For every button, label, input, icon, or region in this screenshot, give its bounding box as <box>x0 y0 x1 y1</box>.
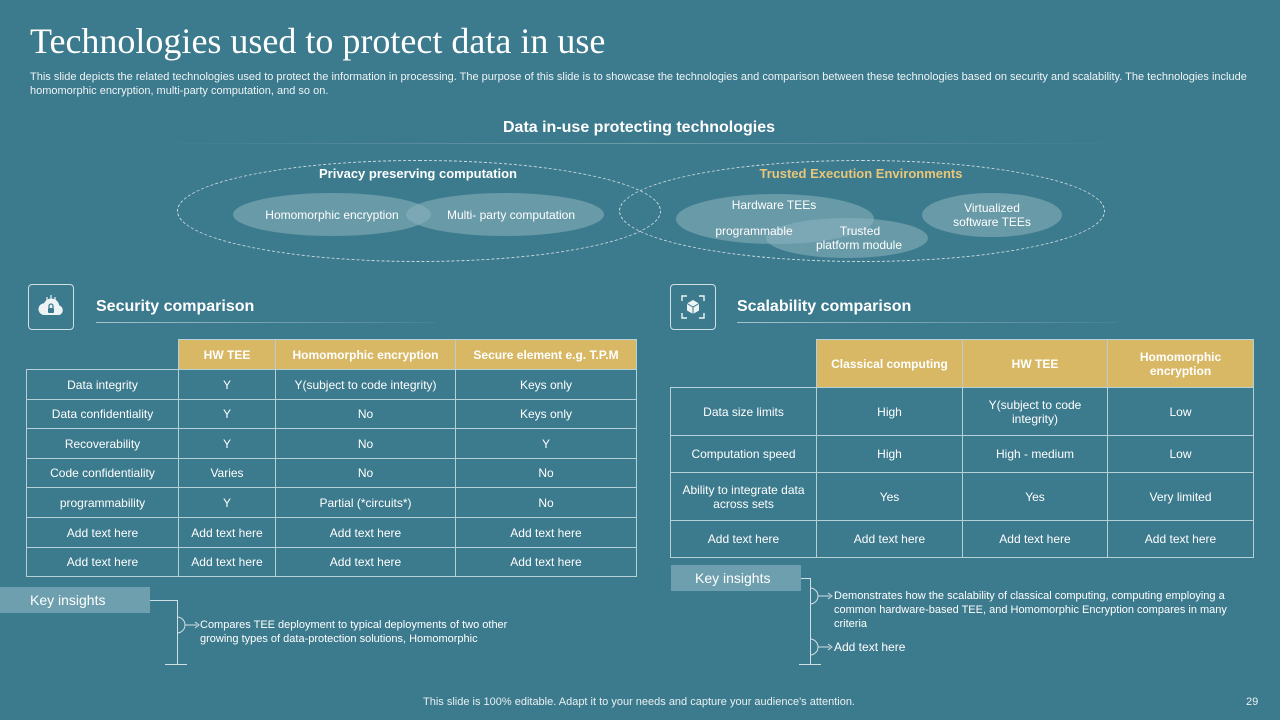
table-cell: Y(subject to code integrity) <box>963 388 1108 436</box>
table-cell: Data size limits <box>671 388 817 436</box>
table-row <box>27 429 637 459</box>
table-cell: Add text here <box>179 548 276 577</box>
table-cell: programmability <box>27 488 179 518</box>
cloud-security-icon <box>35 291 67 323</box>
mpc-bubble-label: Multi- party computation <box>446 207 576 222</box>
table-cell: Ability to integrate data across sets <box>671 473 817 521</box>
table-cell: Y <box>456 429 637 459</box>
scalability-title: Scalability comparison <box>737 298 912 315</box>
table-row <box>671 473 1254 521</box>
scalability-header-cell: HW TEE <box>963 340 1108 388</box>
security-header-blank <box>27 340 179 370</box>
table-cell: Add text here <box>456 548 637 577</box>
security-title: Security comparison <box>96 298 255 315</box>
page-number: 29 <box>1246 696 1259 708</box>
table-cell: Low <box>1108 388 1254 436</box>
diagram-divider <box>140 143 1140 144</box>
table-cell: Y <box>179 488 276 518</box>
table-cell: Computation speed <box>671 436 817 473</box>
tpm-label-line2: platform module <box>815 238 903 252</box>
virtualized-label-line2: software TEEs <box>953 215 1031 229</box>
security-header-cell: Secure element e.g. T.P.M <box>456 340 637 370</box>
security-insight-line2: growing types of data-protection solutions, Homomorphic <box>200 633 478 645</box>
table-cell: Add text here <box>1108 521 1254 558</box>
table-cell: Y <box>179 429 276 459</box>
security-divider <box>96 322 436 323</box>
table-cell: Keys only <box>456 400 637 429</box>
table-cell: High <box>817 388 963 436</box>
table-cell: Keys only <box>456 370 637 400</box>
scalability-insight-2: Add text here <box>834 640 906 654</box>
table-row <box>27 518 637 548</box>
table-cell: Y <box>179 370 276 400</box>
table-cell: No <box>456 459 637 488</box>
security-table <box>26 339 637 577</box>
table-cell: Add text here <box>963 521 1108 558</box>
table-row <box>27 488 637 518</box>
table-cell: No <box>276 459 456 488</box>
table-cell: Add text here <box>276 548 456 577</box>
programmable-label: programmable <box>715 224 793 238</box>
security-key-insights: Key insights <box>0 587 150 613</box>
table-cell: Add text here <box>276 518 456 548</box>
arrow-right-icon <box>810 586 834 606</box>
scalability-header-cell: Classical computing <box>817 340 963 388</box>
table-cell: Add text here <box>671 521 817 558</box>
table-cell: Add text here <box>456 518 637 548</box>
scalability-header-blank <box>671 340 817 388</box>
security-bracket-top <box>150 600 178 601</box>
table-row <box>27 370 637 400</box>
table-cell: Add text here <box>27 548 179 577</box>
table-cell: Very limited <box>1108 473 1254 521</box>
table-cell: Low <box>1108 436 1254 473</box>
security-insight-line1: Compares TEE deployment to typical deployments of two other <box>200 619 508 631</box>
table-cell: Yes <box>817 473 963 521</box>
table-cell: No <box>456 488 637 518</box>
table-row <box>27 459 637 488</box>
scalability-insight-1: Demonstrates how the scalability of classical computing, computing employing a common hardware-based TEE, and Homomorphic Encryption compares in many criteria <box>834 590 1227 630</box>
virtualized-bubble <box>922 193 1062 237</box>
virtualized-label-line1: Virtualized <box>964 201 1020 215</box>
table-row <box>27 548 637 577</box>
table-cell: Partial (*circuits*) <box>276 488 456 518</box>
table-cell: Code confidentiality <box>27 459 179 488</box>
table-cell: Y <box>179 400 276 429</box>
table-row <box>27 400 637 429</box>
table-cell: Add text here <box>817 521 963 558</box>
table-cell: Varies <box>179 459 276 488</box>
table-cell: No <box>276 400 456 429</box>
footer-text: This slide is 100% editable. Adapt it to your needs and capture your audience's attention. <box>423 696 855 708</box>
table-cell: No <box>276 429 456 459</box>
security-icon-box <box>28 284 74 330</box>
scalability-bracket-bottom <box>799 664 821 665</box>
scalability-icon-box <box>670 284 716 330</box>
scalability-divider <box>737 322 1117 323</box>
homomorphic-bubble-label: Homomorphic encryption <box>265 207 399 222</box>
hw-tee-label: Hardware TEEs <box>731 198 817 212</box>
mpc-bubble <box>406 193 604 236</box>
slide-subtitle: This slide depicts the related technologies used to protect the information in processing. The purpose of this slide is to showcase the technologies and comparison between these technologies based on security and scalability. The technologies include homomorphic encryption, multi-party computation, and so on. <box>30 71 1247 97</box>
table-cell: Recoverability <box>27 429 179 459</box>
table-row <box>671 388 1254 436</box>
tee-label: Trusted Execution Environments <box>759 166 963 181</box>
privacy-label: Privacy preserving computation <box>319 166 517 181</box>
scalability-header-cell: Homomorphic encryption <box>1108 340 1254 388</box>
security-header-cell: Homomorphic encryption <box>276 340 456 370</box>
scalability-header-row <box>671 340 1254 388</box>
table-cell: Data integrity <box>27 370 179 400</box>
table-cell: Yes <box>963 473 1108 521</box>
table-cell: High <box>817 436 963 473</box>
homomorphic-bubble <box>233 193 431 236</box>
security-header-cell: HW TEE <box>179 340 276 370</box>
arrow-right-icon <box>810 637 834 657</box>
tpm-label-line1: Trusted <box>839 224 881 238</box>
diagram-title: Data in-use protecting technologies <box>502 119 776 136</box>
security-bracket-bottom <box>165 664 187 665</box>
table-row <box>671 436 1254 473</box>
table-row <box>671 521 1254 558</box>
security-header-row <box>27 340 637 370</box>
table-cell: High - medium <box>963 436 1108 473</box>
table-cell: Y(subject to code integrity) <box>276 370 456 400</box>
scalability-table <box>670 339 1254 558</box>
table-cell: Data confidentiality <box>27 400 179 429</box>
scalability-key-insights: Key insights <box>671 565 801 591</box>
cube-scalability-icon <box>677 291 709 323</box>
slide-title: Technologies used to protect data in use <box>30 21 606 61</box>
table-cell: Add text here <box>27 518 179 548</box>
table-cell: Add text here <box>179 518 276 548</box>
arrow-right-icon <box>177 615 201 635</box>
